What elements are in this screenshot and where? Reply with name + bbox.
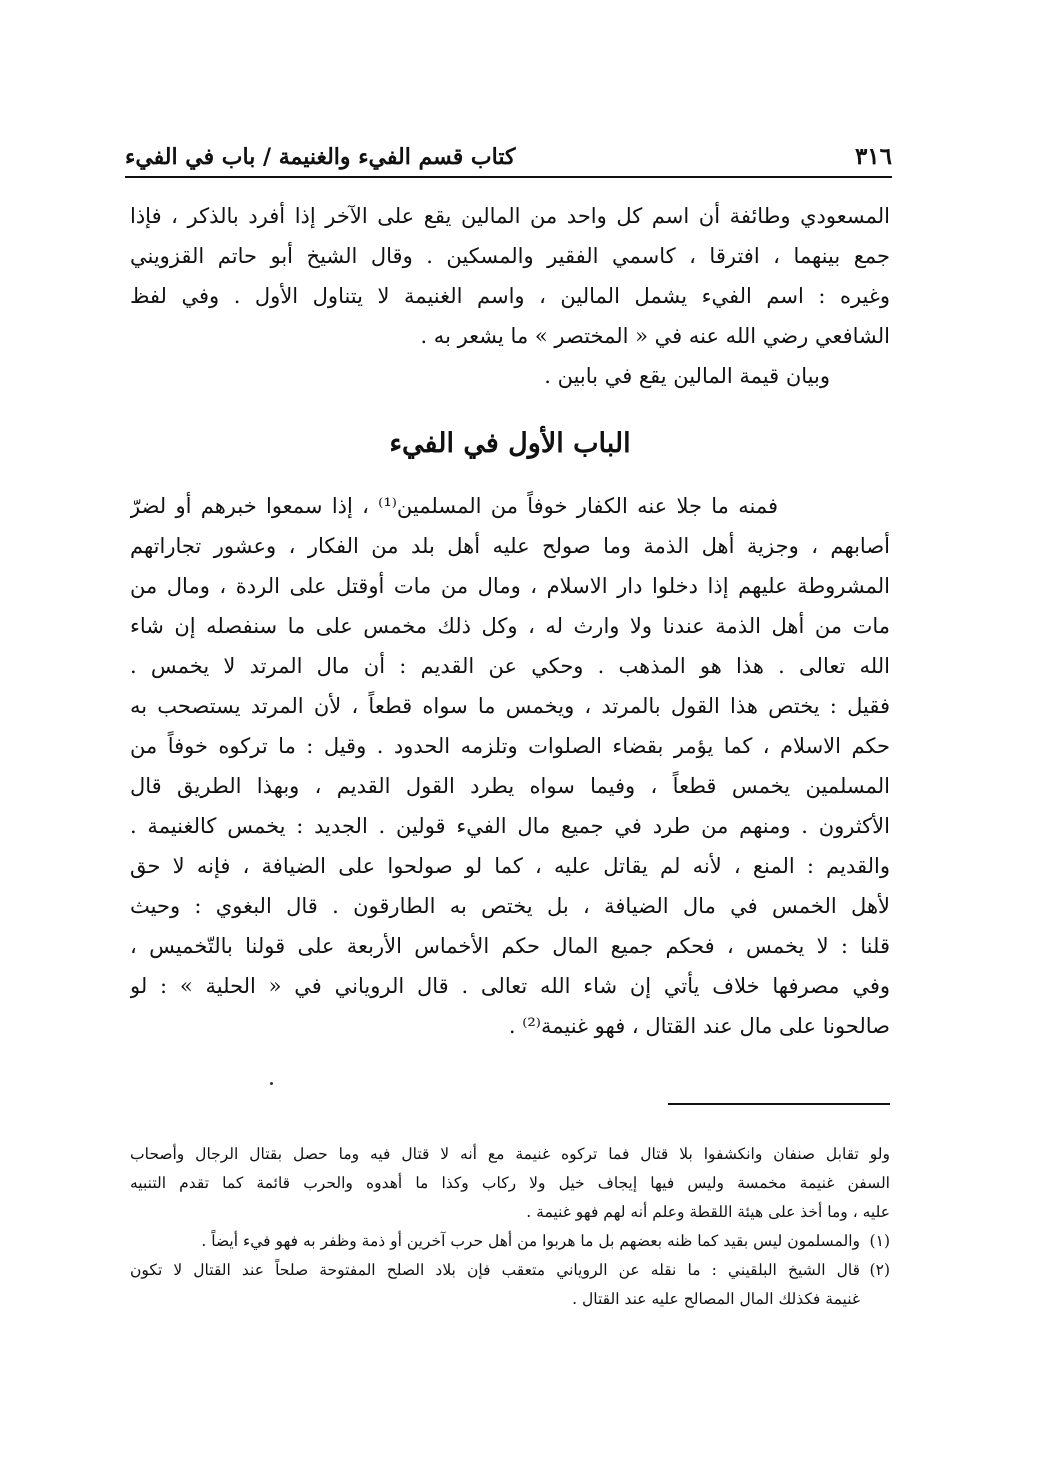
footnote-continuation-line: ولو تقابل صنفان وانكشفوا بلا قتال فما تركوه غنيمة مع أنه لا قتال فيه وما حصل بقتال الرجال وأصحاب <box>130 1145 890 1163</box>
footnote-2-text: قال الشيخ البلقيني : ما نقله عن الروياني متعقب فإن بلاد الصلح المفتوحة صلحاً عند القتال لا تكون <box>130 1261 860 1279</box>
text-line: حكم الاسلام ، كما يؤمر بقضاء الصلوات وتلزمه الحدود . وقيل : ما تركوه خوفاً من <box>130 734 890 758</box>
text-line: جمع بينهما ، افترقا ، كاسمي الفقير والمسكين . وقال الشيخ أبو حاتم القزويني <box>130 244 890 268</box>
page-number: ٣١٦ <box>854 143 892 170</box>
main-paragraph <box>130 486 890 1046</box>
text-line: وغيره : اسم الفيء يشمل المالين ، واسم الغنيمة لا يتناول الأول . وفي لفظ <box>130 284 890 308</box>
text-line: المشروطة عليهم إذا دخلوا دار الاسلام ، ومال من مات أوقتل على الردة ، ومال من <box>130 574 890 598</box>
text-line: المسعودي وطائفة أن اسم كل واحد من المالين يقع على الآخر إذا أفرد بالذكر ، فإذا <box>130 204 890 228</box>
text-line: فقيل : يختص هذا القول بالمرتد ، ويخمس ما سواه قطعاً ، لأن المرتد يستصحب به <box>130 694 890 718</box>
running-title: كتاب قسم الفيء والغنيمة / باب في الفيء <box>125 144 516 170</box>
header-divider <box>125 176 892 178</box>
footnote-1-text: والمسلمون ليس بقيد كما ظنه بعضهم بل ما هربوا من أهل حرب آخرين أو ذمة وظفر به فهو فيء أيضاً . <box>201 1232 860 1250</box>
intro-paragraph <box>130 196 890 396</box>
text-line: مات من أهل الذمة عندنا ولا وارث له ، وكل ذلك مخمس على ما سنفصله إن شاء <box>130 614 890 638</box>
text-line: المسلمين يخمس قطعاً ، وفيما سواه يطرد القول القديم ، وبهذا الطريق قال <box>130 774 890 798</box>
text-line: فمنه ما جلا عنه الكفار خوفاً من المسلمين⁽¹⁾ ، إذا سمعوا خبرهم أو لضرّ <box>130 494 778 518</box>
footnote-2 <box>130 1256 890 1285</box>
text-line: والقديم : المنع ، لأنه لم يقاتل عليه ، كما لو صولحوا على الضيافة ، فإنه لا حق <box>130 854 890 878</box>
running-header <box>125 128 892 170</box>
text-line: الله تعالى . هذا هو المذهب . وحكي عن القديم : أن مال المرتد لا يخمس . <box>130 654 890 678</box>
scan-speck <box>270 1082 273 1085</box>
text-line: أصابهم ، وجزية أهل الذمة وما صولح عليه أهل بلد من الفكار ، وعشور تجاراتهم <box>130 534 890 558</box>
text-line: وفي مصرفها خلاف يأتي إن شاء الله تعالى . قال الروياني في « الحلية » : لو <box>130 974 890 998</box>
footnote-2-text: غنيمة فكذلك المال المصالح عليه عند القتال . <box>572 1290 860 1308</box>
text-line: الأكثرون . ومنهم من طرد في جميع مال الفيء قولين . الجديد : يخمس كالغنيمة . <box>130 814 890 838</box>
text-line: قلنا : لا يخمس ، فحكم جميع المال حكم الأخماس الأربعة على قولنا بالتّخميس ، <box>130 934 890 958</box>
chapter-heading: الباب الأول في الفيء <box>389 428 631 459</box>
footnote-continuation-line: السفن غنيمة مخمسة وليس فيها إيجاف خيل ولا ركاب وكذا ما أهدوه والحرب قائمة كما تقدم التنبيه <box>130 1174 890 1192</box>
footnote-divider <box>668 1103 890 1105</box>
footnote-1-marker: (١) <box>869 1232 890 1250</box>
footnote-1 <box>130 1227 890 1256</box>
footnote-2-marker: (٢) <box>869 1261 890 1279</box>
text-line: الشافعي رضي الله عنه في « المختصر » ما يشعر به . <box>420 324 890 348</box>
footnotes <box>130 1140 890 1314</box>
text-line: لأهل الخمس في مال الضيافة ، بل يختص به الطارقون . قال البغوي : وحيث <box>130 894 890 918</box>
text-line: صالحونا على مال عند القتال ، فهو غنيمة⁽²⁾ . <box>508 1014 890 1038</box>
intro-closing-line: وبيان قيمة المالين يقع في بابين . <box>544 364 830 388</box>
footnote-continuation-line: عليه ، وما أخذ على هيئة اللقطة وعلم أنه لهم فهو غنيمة . <box>526 1203 890 1221</box>
